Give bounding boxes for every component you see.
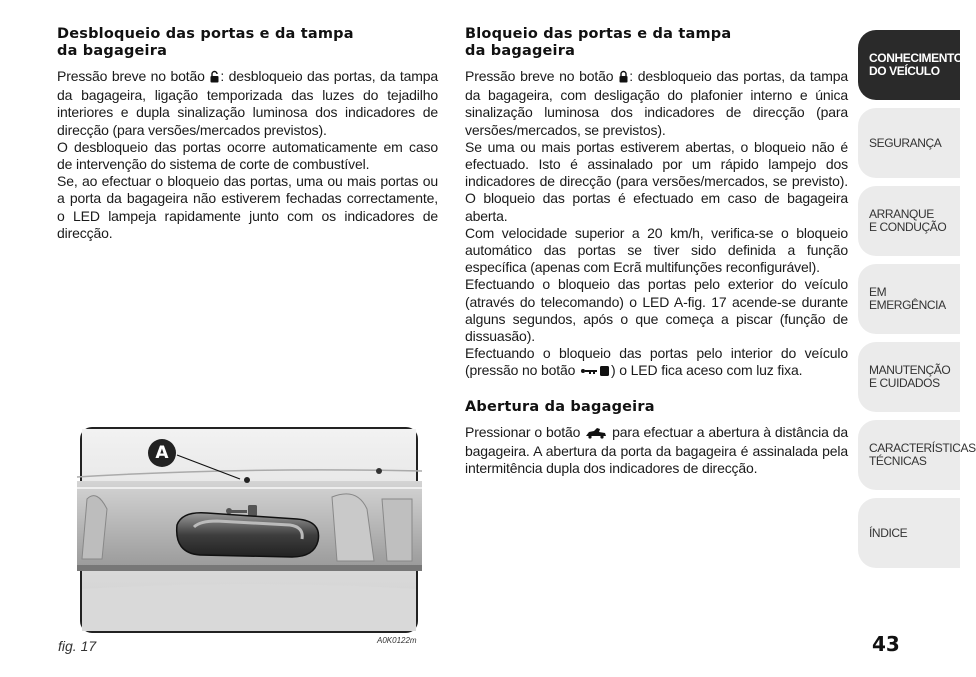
paragraph: Efectuando o bloqueio das portas pelo interior do veículo (pressão no botão ) o LED fica aceso com luz fixa. bbox=[465, 345, 848, 381]
paragraph: Se uma ou mais portas estiverem abertas, o bloqueio não é efectuado. Isto é assinalado por um rápido lampejo dos indicadores de direcção (para versões/mercados, se previsto). O bloqueio das portas é efectuado em caso de bagageira aberta. bbox=[465, 138, 848, 224]
paragraph: Pressão breve no botão : desbloqueio das portas, da tampa da bagageira, com desligação do plafonier interno e única sinalização luminosa dos indicadores de direcção (para versões/mercados, se previstos). bbox=[465, 68, 848, 138]
tab-arranque-e-conducao[interactable]: ARRANQUE E CONDUÇÃO bbox=[858, 186, 960, 256]
chapter-sidebar bbox=[858, 30, 976, 576]
paragraph: Se, ao efectuar o bloqueio das portas, uma ou mais portas ou a porta da bagageira não estiverem fechadas correctamente, o LED lampeja rapidamente junto com os indicadores de direcção. bbox=[57, 173, 438, 241]
tab-conhecimento-do-veiculo[interactable]: CONHECIMENTO DO VEÍCULO bbox=[858, 30, 960, 100]
figure-caption: fig. 17 bbox=[58, 638, 97, 654]
padlock-closed-icon bbox=[619, 70, 628, 87]
tab-caracteristicas-tecnicas[interactable]: CARACTERÍSTICAS TÉCNICAS bbox=[858, 420, 960, 490]
tab-seguranca[interactable]: SEGURANÇA bbox=[858, 108, 960, 178]
paragraph: O desbloqueio das portas ocorre automaticamente em caso de intervenção do sistema de corte de combustível. bbox=[57, 138, 438, 173]
paragraph: Efectuando o bloqueio das portas pelo exterior do veículo (através do telecomando) o LED A-fig. 17 acende-se durante alguns segundos, após o que começa a piscar (função de dissuasão). bbox=[465, 276, 848, 345]
tab-indice[interactable]: ÍNDICE bbox=[858, 498, 960, 568]
left-column bbox=[57, 26, 438, 242]
car-trunk-icon bbox=[585, 426, 607, 443]
tab-manutencao-e-cuidados[interactable]: MANUTENÇÃO E CUIDADOS bbox=[858, 342, 960, 412]
section-heading-trunk: Abertura da bagageira bbox=[465, 398, 655, 415]
paragraph: Pressionar o botão para efectuar a abertura à distância da bagageira. A abertura da porta da bagageira é assinalada pela intermitência dupla dos indicadores de direcção. bbox=[465, 423, 848, 477]
section-heading-lock: Bloqueio das portas e da tampa da bagageira bbox=[465, 26, 732, 59]
figure-code: A0K0122m bbox=[377, 636, 417, 645]
section-heading-unlock: Desbloqueio das portas e da tampa da bagageira bbox=[57, 26, 354, 59]
page-number: 43 bbox=[872, 632, 900, 656]
tab-em-emergencia[interactable]: EM EMERGÊNCIA bbox=[858, 264, 960, 334]
paragraph: Pressão breve no botão : desbloqueio das portas, da tampa da bagageira, ligação temporizada das luzes do tejadilho interiores e dupla sinalização luminosa dos indicadores de direcção (para versões/mercados previstos). bbox=[57, 68, 438, 138]
paragraph: Com velocidade superior a 20 km/h, verifica-se o bloqueio automático das portas se tiver sido definida a função específica (apenas com Ecrã multifunções reconfigurável). bbox=[465, 224, 848, 276]
padlock-open-icon bbox=[210, 70, 219, 87]
right-column bbox=[465, 26, 848, 477]
figure-17-image bbox=[80, 427, 418, 633]
interior-lock-panel-illustration bbox=[82, 429, 416, 631]
callout-a: A bbox=[148, 439, 176, 467]
key-lock-button-icon bbox=[580, 364, 610, 381]
